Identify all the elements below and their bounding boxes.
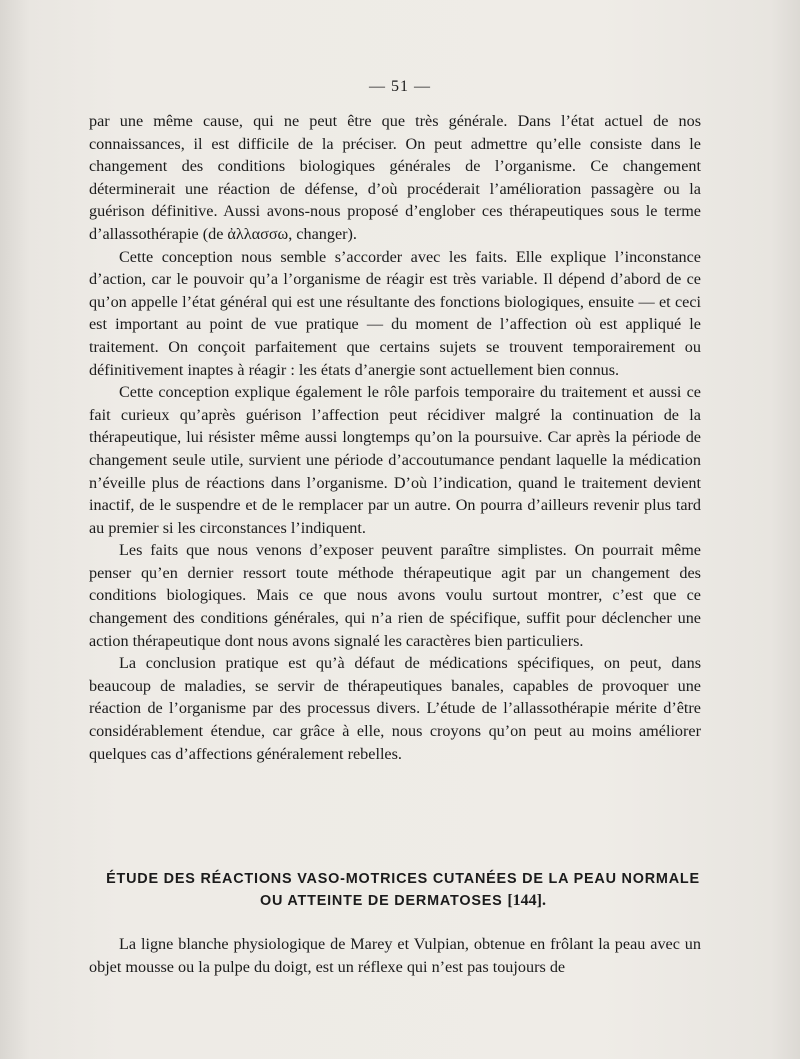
paragraph-1: par une même cause, qui ne peut être que très générale. Dans l’état actuel de nos connaissances, il est difficile de la préciser. On peut admettre qu’elle consiste dans le changement des conditions biologiques générales de l’organisme. Ce changement déterminerait une réaction de défense, d’où procéderait l’amélioration passagère ou la guérison définitive. Aussi avons-nous proposé d’englober ces thérapeutiques sous le terme d’allassothérapie (de ἀλλασσω, changer). [89, 112, 701, 243]
paragraph-3: Cette conception explique également le rôle parfois temporaire du traitement et aussi ce fait curieux qu’après guérison l’affection peut récidiver malgré la continuation de la thérapeutique, lui résister même aussi longtemps qu’on la poursuive. Car après la période de changement seule utile, survient une période d’accoutumance pendant laquelle la médication n’éveille plus de réactions dans l’organisme. D’où l’indication, quand le traitement devient inactif, de le suspendre et de le remplacer par un autre. On pourra d’ailleurs revenir plus tard au premier si les circonstances l’indiquent. [89, 383, 701, 537]
section-paragraph: La ligne blanche physiologique de Marey et Vulpian, obtenue en frôlant la peau avec un objet mousse ou la pulpe du doigt, est un réflexe qui n’est pas toujours de [89, 935, 701, 976]
section-text [89, 933, 701, 978]
paragraph-4: Les faits que nous venons d’exposer peuvent paraître simplistes. On pourrait même penser qu’en dernier ressort toute méthode thérapeutique agit par un changement des conditions biologiques. Mais ce que nous avons voulu surtout montrer, c’est que ce changement des conditions générales, qui n’a rien de spécifique, suffit pour déclencher une action thérapeutique dont nous avons signalé les caractères bien particuliers. [89, 541, 701, 650]
main-text [89, 110, 701, 765]
paragraph-2: Cette conception nous semble s’accorder avec les faits. Elle explique l’inconstance d’action, car le pouvoir qu’a l’organisme de réagir est très variable. Il dépend d’abord de ce qu’on appelle l’état général qui est une résultante des fonctions biologiques, ensuite — et ceci est important au point de vue pratique — du moment de l’affection où est appliqué le traitement. On conçoit parfaitement que certains sujets se trouvent temporairement ou définitivement inaptes à réagir : les états d’anergie sont actuellement bien connus. [89, 247, 701, 379]
section-heading-text: ÉTUDE DES RÉACTIONS VASO-MOTRICES CUTANÉES DE LA PEAU NORMALE OU ATTEINTE DE DERMATOSES [106, 871, 700, 909]
paragraph-5: La conclusion pratique est qu’à défaut de médications spécifiques, on peut, dans beaucoup de maladies, se servir de thérapeutiques banales, capables de provoquer une réaction de l’organisme par des processus divers. L’étude de l’allassothérapie mérite d’être considérablement étendue, car grâce à elle, nous croyons qu’on peut au moins améliorer quelques cas d’affections généralement rebelles. [89, 654, 701, 763]
section-reference: [144]. [507, 892, 546, 909]
page-number: — 51 — [369, 78, 431, 95]
section-heading [100, 868, 706, 912]
